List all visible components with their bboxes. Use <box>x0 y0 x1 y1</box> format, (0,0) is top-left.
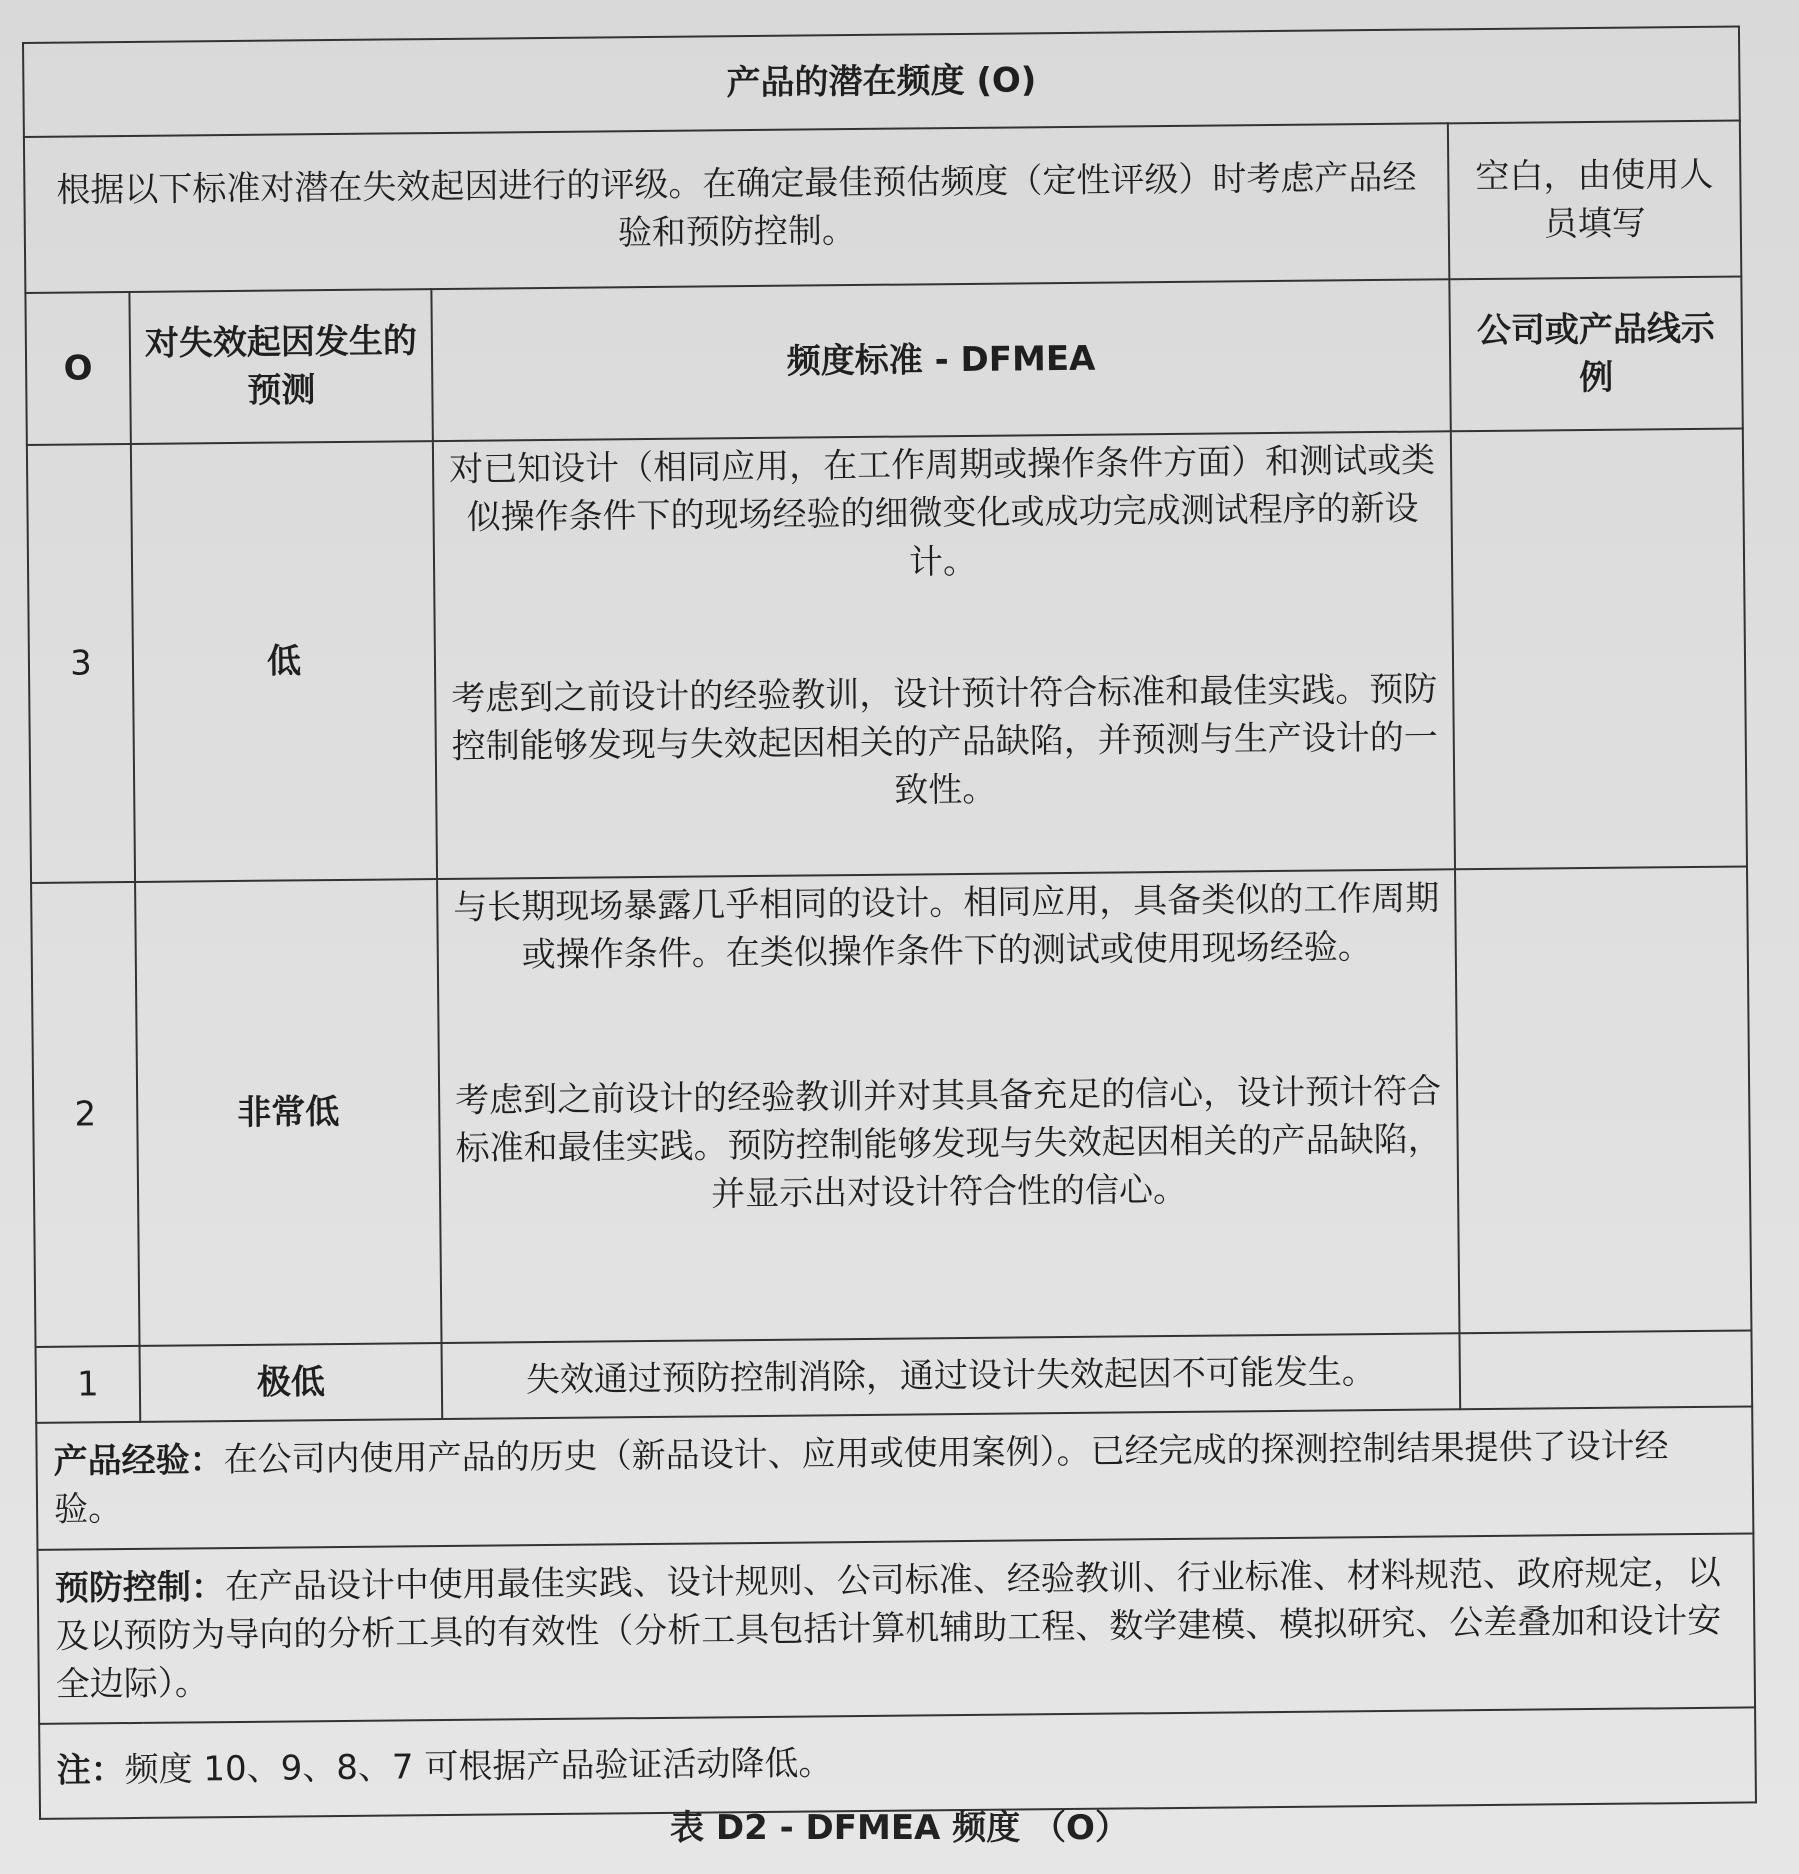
row-o-value: 2 <box>31 882 139 1347</box>
row-criteria: 失效通过预防控制消除，通过设计失效起因不可能发生。 <box>442 1333 1461 1419</box>
row-criteria <box>437 869 1459 1343</box>
prevention-control-text: 在产品设计中使用最佳实践、设计规则、公司标准、经验教训、行业标准、材料规范、政府规定，以及以预防为导向的分析工具的有效性（分析工具包括计算机辅助工程、数学建模、模拟研究、公差叠加和设计安全边际）。 <box>55 1552 1722 1705</box>
criteria-paragraph-2: 考虑到之前设计的经验教训，设计预计符合标准和最佳实践。预防控制能够发现与失效起因相关的产品缺陷，并预测与生产设计的一致性。 <box>451 669 1438 811</box>
table-title: 产品的潜在频度 (O) <box>23 27 1740 137</box>
footnote-text: 频度 10、9、8、7 可根据产品验证活动降低。 <box>124 1743 833 1791</box>
footnote-label: 注： <box>56 1750 125 1792</box>
prevention-control-note <box>37 1533 1755 1724</box>
criteria-paragraph-2: 考虑到之前设计的经验教训并对其具备充足的信心，设计预计符合标准和最佳实践。预防控制能够发现与失效起因相关的产品缺陷，并显示出对设计符合性的信心。 <box>454 1070 1442 1215</box>
row-prediction: 极低 <box>140 1343 443 1422</box>
row-example <box>1455 866 1751 1333</box>
header-examples: 公司或产品线示例 <box>1449 277 1742 432</box>
table-row <box>27 428 1747 882</box>
row-example <box>1459 1330 1752 1409</box>
product-experience-text: 在公司内使用产品的历史（新品设计、应用或使用案例）。已经完成的探测控制结果提供了设计经验。 <box>53 1426 1669 1531</box>
header-prediction: 对失效起因发生的预测 <box>129 289 432 444</box>
table-row <box>31 866 1751 1346</box>
row-criteria <box>433 431 1455 879</box>
row-o-value: 1 <box>36 1346 141 1423</box>
criteria-paragraph-1: 对已知设计（相同应用，在工作周期或操作条件方面）和测试或类似操作条件下的现场经验的细微变化或成功完成测试程序的新设计。 <box>448 440 1436 583</box>
header-criteria: 频度标准 - DFMEA <box>431 279 1450 441</box>
header-o: O <box>25 292 130 445</box>
table-caption: 表 D2 - DFMEA 频度 （O） <box>670 1808 1129 1848</box>
row-o-value: 3 <box>27 444 135 883</box>
criteria-paragraph-1: 与长期现场暴露几乎相同的设计。相同应用，具备类似的工作周期或操作条件。在类似操作条件下的测试或使用现场经验。 <box>453 878 1440 976</box>
dfmea-occurrence-table <box>22 26 1757 1820</box>
product-experience-note <box>36 1406 1753 1549</box>
prevention-control-label: 预防控制： <box>54 1566 226 1609</box>
table-container <box>22 26 1755 1792</box>
blank-note: 空白，由使用人员填写 <box>1448 121 1741 280</box>
row-example <box>1451 428 1747 869</box>
row-prediction: 低 <box>131 441 437 882</box>
product-experience-label: 产品经验： <box>53 1440 224 1482</box>
row-prediction: 非常低 <box>135 879 441 1346</box>
intro-text: 根据以下标准对潜在失效起因进行的评级。在确定最佳预估频度（定性评级）时考虑产品经验和预防控制。 <box>24 123 1449 293</box>
